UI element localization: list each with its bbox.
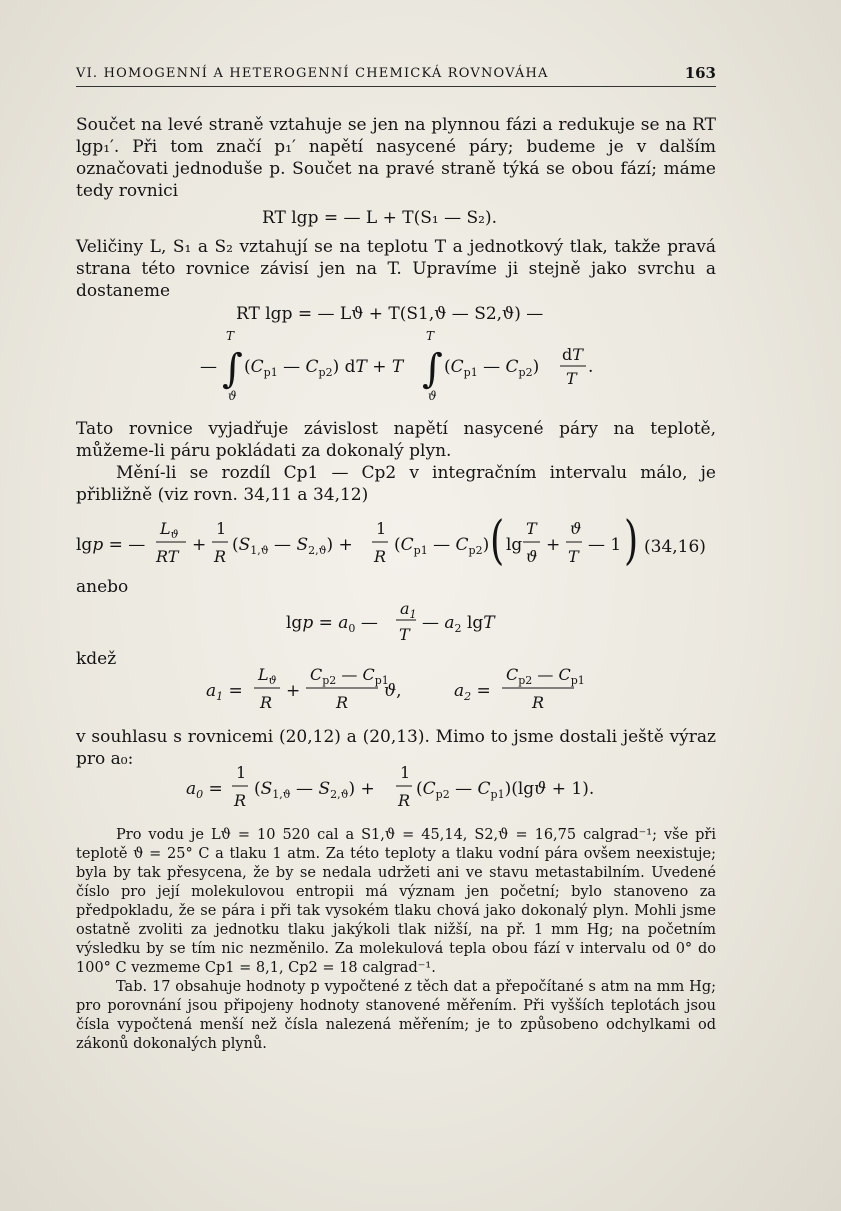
svg-text:T: T	[566, 369, 577, 388]
svg-text:ϑ: ϑ	[428, 389, 437, 403]
equation-34-16	[76, 509, 716, 578]
svg-text:∫: ∫	[422, 346, 443, 392]
paragraph-1: Součet na levé straně vztahuje se jen na plynnou fázi a redukuje se na RT lgp₁′. Při tom značí p₁′ napětí nasycené páry; budeme je v dalším označovati jednoduše p. Součet na pravé straně týká se obou fází; máme tedy rovnici	[76, 115, 716, 201]
svg-text:T: T	[568, 547, 579, 566]
svg-text:R: R	[214, 547, 227, 566]
svg-text:RT: RT	[156, 547, 179, 566]
svg-text:ϑ: ϑ	[228, 389, 237, 403]
equation-label: (34,16)	[644, 537, 706, 557]
svg-text:Cp2 — Cp1: $C_{p2}$ — $C_{p1}$	[506, 665, 585, 687]
svg-text:lg: lg	[506, 535, 523, 555]
svg-text:a0 =: $a_0$ =	[186, 779, 223, 801]
paragraph-5: anebo	[76, 577, 129, 597]
equation-5	[206, 662, 626, 722]
svg-text:lgp = a0 —: $\lg p = a_0$ —	[286, 613, 378, 635]
svg-text:T: T	[526, 519, 537, 538]
svg-text:T: T	[399, 625, 410, 644]
equation-4	[286, 598, 586, 654]
svg-text:1: 1	[400, 763, 411, 782]
page-header	[76, 64, 716, 87]
svg-text:Cp2 — Cp1: $C_{p2}$ — $C_{p1}$	[310, 665, 389, 687]
svg-text:R: R	[336, 693, 349, 712]
paragraph-6: kdež	[76, 649, 117, 669]
svg-text:R: R	[260, 693, 273, 712]
svg-text:+: +	[546, 535, 561, 555]
paragraph-4: Mění-li se rozdíl Cp1 — Cp2 v integračním intervalu málo, je přibližně (viz rovn. 34,11 a 34,12)	[76, 463, 716, 505]
equation-1: RT lgp = — L + T(S₁ — S₂).	[262, 208, 497, 228]
svg-text:(S1,ϑ — S2,ϑ) +: ($S_{1,ϑ}$ — $S_{2,ϑ}$) +	[232, 535, 353, 557]
note-water: Pro vodu je Lϑ = 10 520 cal a S1,ϑ = 45,14, S2,ϑ = 16,75 calgrad⁻¹; vše při teplotě ϑ = 25° C a tlaku 1 atm. Za této teploty a tlaku vodní pára ovšem neexistuje; byla by tak přesycena, že by se nedala udržeti ani ve stavu metastabilním. Uvedené číslo pro její molekulovou entropii má význam jen početní; bylo stanoveno za předpokladu, že se pára i při tak vysokém tlaku chová jako dokonalý plyn. Mohli jsme ostatně zvoliti za jednotku tlaku jakýkoli tlak nižší, na př. 1 mm Hg; na početním výsledku by se tím nic nezměnilo. Za molekulová tepla obou fází v intervalu od 0° do 100° C vezmeme Cp1 = 8,1, Cp2 = 18 calgrad⁻¹.	[76, 827, 716, 976]
svg-text:a2 =: $a_2$ =	[454, 681, 491, 703]
svg-text:.: .	[588, 357, 594, 377]
paragraph-3: Tato rovnice vyjadřuje závislost napětí nasycené páry na teplotě, můžeme-li páru pokládati za dokonalý plyn.	[76, 419, 716, 461]
svg-text:R: R	[532, 693, 545, 712]
svg-text:∫: ∫	[222, 346, 243, 392]
svg-text:a1 =: $a_1$ =	[206, 681, 243, 703]
svg-text:lgp = —: lgp = —	[76, 535, 146, 555]
running-title: VI. HOMOGENNÍ A HETEROGENNÍ CHEMICKÁ ROVNOVÁHA	[76, 66, 549, 81]
svg-text:(Cp1 — Cp2): ($C_{p1}$ — $C_{p2}$)	[444, 357, 540, 379]
equation-2-line-1: RT lgp = — Lϑ + T(S1,ϑ — S2,ϑ) —	[236, 304, 544, 324]
svg-text:T: T	[226, 329, 235, 343]
paragraph-2: Veličiny L, S₁ a S₂ vztahují se na teplotu T a jednotkový tlak, takže pravá strana této rovnice závisí jen na T. Upravíme ji stejně jako svrchu a dostaneme	[76, 237, 716, 301]
svg-text:): )	[624, 509, 639, 571]
svg-text:ϑ,: ϑ,	[384, 681, 402, 701]
svg-text:Lϑ: $L_ϑ$	[258, 665, 277, 687]
svg-text:ϑ: ϑ	[570, 519, 582, 538]
svg-text:1: 1	[236, 763, 247, 782]
svg-text:+: +	[192, 535, 207, 555]
equation-6	[186, 764, 626, 822]
page-number: 163	[684, 64, 716, 82]
paragraph-7: v souhlasu s rovnicemi (20,12) a (20,13). Mimo to jsme dostali ještě výraz pro a₀:	[76, 727, 716, 769]
svg-text:+: +	[286, 681, 301, 701]
svg-text:— a2 lgT: — $a_2$ lgT	[422, 613, 495, 635]
svg-text:—: —	[200, 357, 217, 377]
svg-text:Lϑ: $L_ϑ$	[160, 519, 179, 541]
svg-text:(Cp1 — Cp2) dT + T: ($C_{p1}$ — $C_{p2}$) dT + T	[244, 357, 404, 379]
svg-text:— 1: — 1	[588, 535, 622, 555]
svg-text:a1: $a_1$	[400, 599, 417, 621]
note-table-17: Tab. 17 obsahuje hodnoty p vypočtené z těch dat a přepočítané s atm na mm Hg; pro porovnání jsou připojeny hodnoty stanovené měřením. Při vyšších teplotách jsou čísla vypočtená menší než čísla nalezená měřením; je to způsobeno odchylkami od zákonů dokonalých plynů.	[76, 979, 716, 1052]
svg-text:R: R	[398, 791, 411, 810]
svg-text:T: T	[426, 329, 435, 343]
svg-text:R: R	[234, 791, 247, 810]
svg-text:dT: dT	[562, 345, 583, 364]
svg-text:1: 1	[376, 519, 387, 538]
svg-text:(Cp1 — Cp2): ($C_{p1}$ — $C_{p2}$)	[394, 535, 490, 557]
svg-text:(S1,ϑ — S2,ϑ) +: ($S_{1,ϑ}$ — $S_{2,ϑ}$) +	[254, 779, 375, 801]
svg-text:(Cp2 — Cp1)(lgϑ + 1).: ($C_{p2}$ — $C_{p1})(\lg ϑ + 1)$.	[416, 779, 595, 801]
svg-text:(: (	[490, 509, 505, 571]
svg-text:R: R	[374, 547, 387, 566]
equation-2-line-2	[200, 328, 620, 406]
svg-text:ϑ: ϑ	[526, 547, 538, 566]
svg-text:1: 1	[216, 519, 227, 538]
